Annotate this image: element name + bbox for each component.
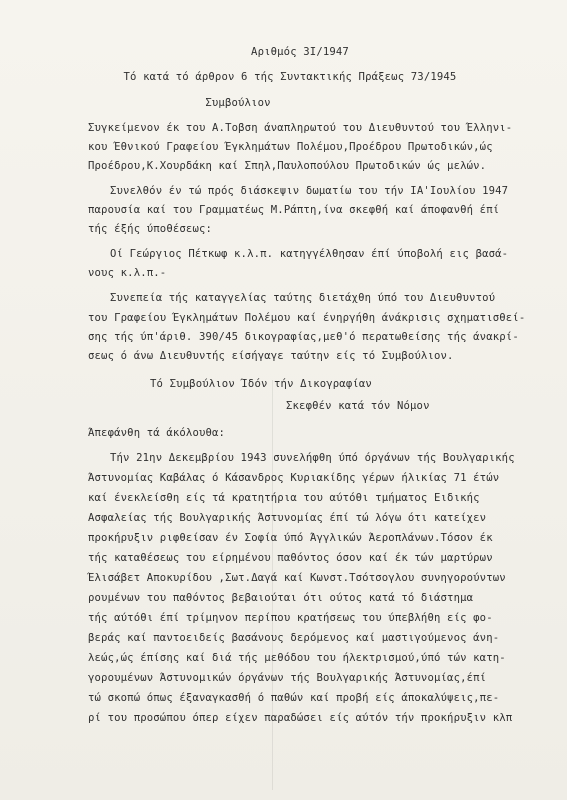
text-line: βεράς καί παντοειδείς βασάνους δερόμενος καί μαστιγούμενος άνη- [88,632,500,644]
text-line: Άστυνομίας Καβάλας ό Κάσανδρος Κυριακίδης γέρων ήλικίας 71 έτών [88,472,500,484]
text-line: λεώς,ώς έπίσης καί διά τής μεθόδου του ήλεκτρισμού,ύπό τών κατη- [88,652,506,664]
text-line: Σκεφθέν κατά τόν Νόμον [286,400,430,412]
text-line: Ασφαλείας τής Βουλγαρικής Άστυνομίας έπί τώ λόγω ότι κατείχεν [88,512,487,524]
text-line: παρουσία καί του Γραμματέως Μ.Ράπτη,ίνα σκεφθή καί άποφανθή έπί [88,204,500,216]
article-heading: Τό κατά τό άρθρον 6 τής Συντακτικής Πράξεως 73/1945 [123,71,457,83]
text-line: Τήν 21ην Δεκεμβρίου 1943 συνελήφθη ύπό όργάνων τής Βουλγαρικής [110,452,515,464]
text-line: Συνελθόν έν τώ πρός διάσκεψιν δωματίω του τήν ΙΑ'Ιουλίου 1947 [110,185,509,197]
document-number: Αριθμός 3Ι/1947 [251,46,349,58]
text-line: ρουμένων του παθόντος βεβαιούται ότι ούτος κατά τό διάστημα [88,592,474,604]
text-line: Προέδρου,Κ.Χουρδάκη καί Σπηλ,Παυλοπούλου Πρωτοδικών ώς μελών. [88,160,487,172]
text-line: Τό Συμβούλιον Ίδόν τήν Δικογραφίαν [150,378,372,390]
text-line: τής αύτόθι έπί τρίμηνον περίπου κρατήσεως του ύπεβλήθη είς φο- [88,612,493,624]
text-line: του Γραφείου Έγκλημάτων Πολέμου καί ένηργήθη άνάκρισις σχηματισθεί- [88,312,526,324]
text-line: σης τής ύπ'άριθ. 390/45 δικογραφίας,μεθ'ό περατωθείσης τής άνακρί- [88,331,519,343]
text-line: τής έξής ύποθέσεως: [88,223,213,235]
page-fold-line [272,380,273,790]
text-line: προκήρυξιν ριφθείσαν έν Σοφία ύπό Άγγλικών Άεροπλάνων.Τόσον έκ [88,532,493,544]
council-heading: Συμβούλιον [205,97,271,109]
text-line: Έλισάβετ Αποκυρίδου ,Σωτ.Δαγά καί Κωνστ.Τσότσογλου συνηγορούντων [88,572,506,584]
text-line: τώ σκοπώ όπως έξαναγκασθή ό παθών καί προβή είς άποκαλύψεις,πε- [88,692,500,704]
text-line: τής καταθέσεως του είρημένου παθόντος όσον καί έκ τών μαρτύρων [88,552,493,564]
text-line: Άπεφάνθη τά άκόλουθα: [88,427,226,439]
text-line: Συγκείμενον έκ του Α.Τοβση άναπληρωτού του Διευθυντού του Έλληνι- [88,122,513,134]
text-line: νους κ.λ.π.- [88,267,167,279]
text-line: γορουμένων Άστυνομικών όργάνων τής Βουλγαρικής Άστυνομίας,έπί [88,672,487,684]
text-line: ρί του προσώπου όπερ είχεν παραδώσει είς αύτόν τήν προκήρυξιν κλπ [88,712,513,724]
text-line: καί ένεκλείσθη είς τά κρατητήρια του αύτόθι τμήματος Ειδικής [88,492,480,504]
text-line: Οί Γεώργιος Πέτκωφ κ.λ.π. κατηγγέλθησαν έπί ύποβολή εις βασά- [110,248,509,260]
text-line: σεως ό άνω Διευθυντής είσήγαγε ταύτην είς τό Συμβούλιον. [88,350,454,362]
text-line: Συνεπεία τής καταγγελίας ταύτης διετάχθη ύπό του Διευθυντού [110,292,496,304]
text-line: κου Έθνικού Γραφείου Έγκλημάτων Πολέμου,Προέδρου Πρωτοδικών,ώς [88,141,493,153]
